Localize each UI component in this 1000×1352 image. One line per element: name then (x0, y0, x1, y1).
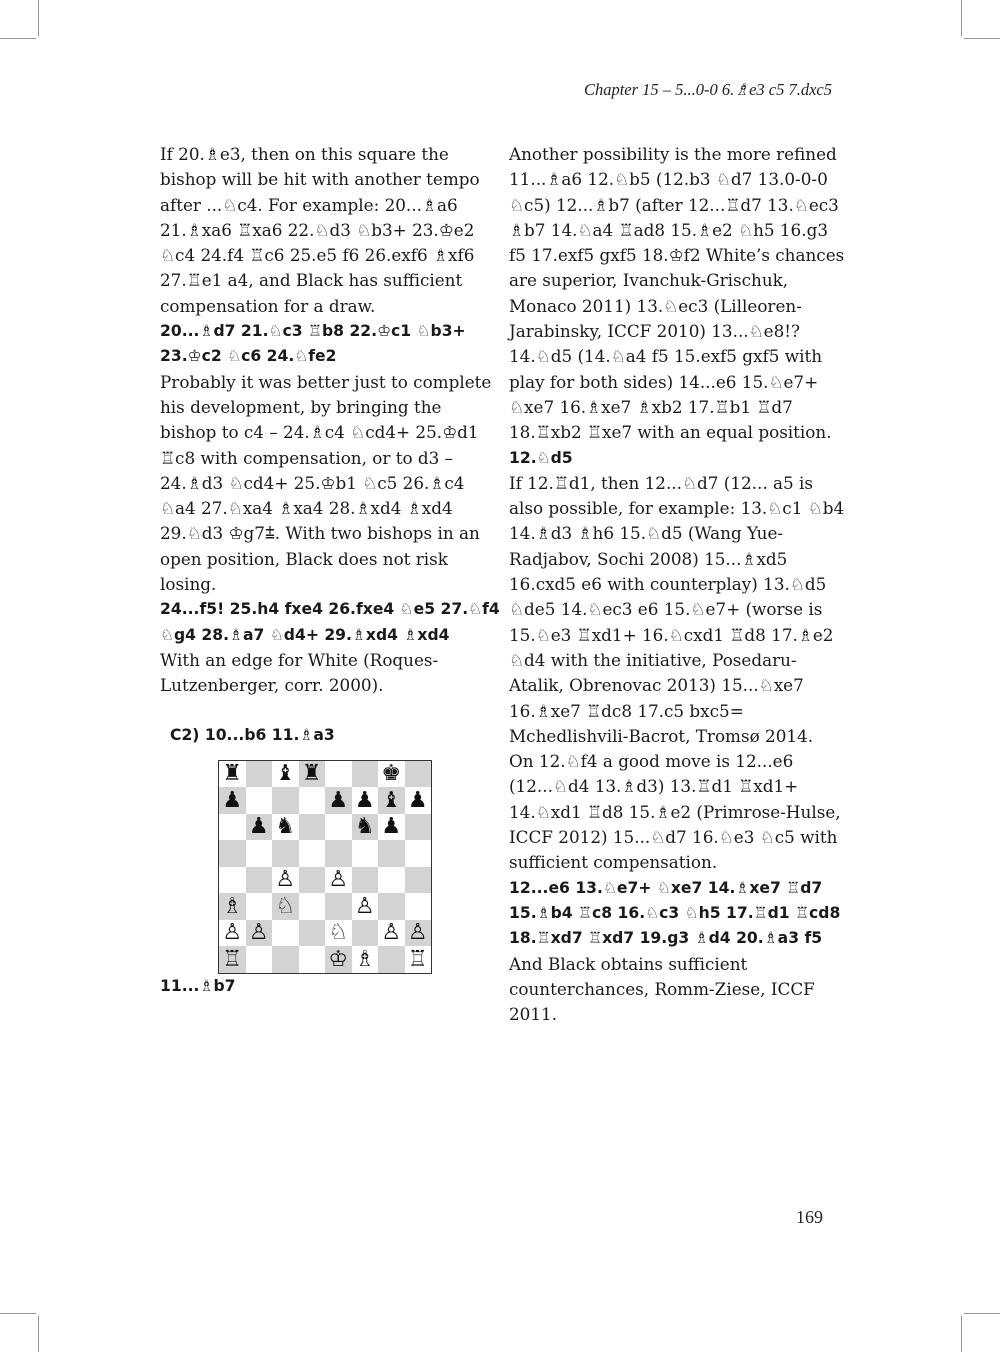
board-square (405, 814, 432, 841)
board-square: ♚ (378, 761, 405, 788)
board-square (325, 814, 352, 841)
board-square: ♙ (405, 920, 432, 947)
board-square (352, 840, 379, 867)
board-square (272, 840, 299, 867)
board-square (378, 867, 405, 894)
board-square (378, 946, 405, 973)
board-square: ♖ (405, 946, 432, 973)
board-square (378, 893, 405, 920)
board-square (299, 814, 326, 841)
running-head: Chapter 15 – 5...0-0 6.♗e3 c5 7.dxc5 (583, 80, 832, 99)
move-line: 12...e6 13.♘e7+ ♘xe7 14.♗xe7 ♖d7 15.♗b4 ♖c8 16.♘c3 ♘h5 17.♖d1 ♖cd8 18.♖xd7 ♖xd7 19.g3 ♗d4 20.♗a3 f5 (509, 878, 841, 948)
paragraph: Another possibility is the more refined 11...♗a6 12.♘b5 (12.b3 ♘d7 13.0-0-0 ♘c5) 12...♗b7 (after 12...♖d7 13.♘ec3 ♗b7 14.♘a4 ♖ad8 15.♗e2 ♘h5 16.g3 f5 17.exf5 gxf5 18.♔f2 White’s chances are superior, Ivanchuk-Grischuk, Monaco 2011) 13.♘ec3 (Lilleoren-Jarabinsky, ICCF 2010) 13...♘e8!? 14.♘d5 (14.♘a4 f5 15.exf5 gxf5 with play for both sides) 14...e6 15.♘e7+ ♘xe7 16.♗xe7 ♗xb2 17.♖b1 ♖d7 18.♖xb2 ♖xe7 with an equal position. (509, 144, 845, 443)
paragraph: And Black obtains sufficient counterchances, Romm-Ziese, ICCF 2011. (509, 953, 815, 1025)
board-square: ♟ (325, 787, 352, 814)
board-square (299, 946, 326, 973)
board-square: ♜ (299, 761, 326, 788)
crop-mark (961, 0, 962, 36)
board-square (405, 840, 432, 867)
board-square: ♙ (325, 867, 352, 894)
paragraph: With an edge for White (Roques-Lutzenberger, corr. 2000). (160, 649, 439, 696)
crop-mark (964, 1313, 1000, 1314)
board-square: ♙ (378, 920, 405, 947)
board-square (325, 761, 352, 788)
board-square: ♘ (325, 920, 352, 947)
paragraph: If 20.♗e3, then on this square the bishop will be hit with another tempo after ...♘c4. For example: 20...♗a6 21.♗xa6 ♖xa6 22.♘d3 ♘b3+ 23.♔e2 ♘c4 24.f4 ♖c6 25.e5 f6 26.exf6 ♗xf6 27.♖e1 a4, and Black has sufficient compensation for a draw. (160, 144, 480, 316)
board-square (246, 867, 273, 894)
board-square (405, 761, 432, 788)
board-square: ♟ (246, 814, 273, 841)
crop-mark (0, 38, 36, 39)
board-square (352, 761, 379, 788)
board-square (219, 867, 246, 894)
board-square (405, 893, 432, 920)
board-square: ♟ (405, 787, 432, 814)
board-square: ♗ (219, 893, 246, 920)
move-line: 20...♗d7 21.♘c3 ♖b8 22.♔c1 ♘b3+ 23.♔c2 ♘c6 24.♘fe2 (160, 322, 466, 366)
board-square (299, 920, 326, 947)
crop-mark (961, 1316, 962, 1352)
board-square: ♞ (352, 814, 379, 841)
board-square (325, 893, 352, 920)
chess-board (219, 761, 431, 973)
board-square (378, 840, 405, 867)
board-square (219, 814, 246, 841)
board-square (299, 893, 326, 920)
left-column-text (160, 142, 500, 699)
left-column (160, 142, 500, 999)
board-square (272, 787, 299, 814)
board-square (352, 867, 379, 894)
crop-mark (38, 1316, 39, 1352)
board-square: ♟ (378, 814, 405, 841)
board-square (246, 761, 273, 788)
board-square: ♙ (219, 920, 246, 947)
diagram-heading: C2) 10...b6 11.♗a3 (170, 725, 335, 744)
board-square: ♜ (219, 761, 246, 788)
board-square (246, 840, 273, 867)
board-square: ♖ (219, 946, 246, 973)
board-square (219, 840, 246, 867)
board-square: ♙ (272, 867, 299, 894)
board-square: ♙ (246, 920, 273, 947)
board-square (246, 787, 273, 814)
board-square (272, 946, 299, 973)
chess-diagram (218, 760, 432, 974)
board-square (246, 893, 273, 920)
board-square: ♗ (352, 946, 379, 973)
board-square (352, 920, 379, 947)
board-square: ♘ (272, 893, 299, 920)
board-square (325, 840, 352, 867)
board-square (299, 787, 326, 814)
crop-mark (0, 1313, 36, 1314)
board-square (299, 867, 326, 894)
board-square (299, 840, 326, 867)
board-square (272, 920, 299, 947)
right-column (509, 142, 849, 1027)
paragraph: On 12.♘f4 a good move is 12...e6 (12...♘d4 13.♗d3) 13.♖d1 ♖xd1+ 14.♘xd1 ♖d8 15.♗e2 (Primrose-Hulse, ICCF 2012) 15...♘d7 16.♘e3 ♘c5 with sufficient compensation. (509, 751, 841, 873)
board-square: ♝ (272, 761, 299, 788)
crop-mark (964, 38, 1000, 39)
board-square: ♞ (272, 814, 299, 841)
paragraph: Probably it was better just to complete his development, by bringing the bishop to c4 – 24.♗c4 ♘cd4+ 25.♔d1 ♖c8 with compensation, or to d3 – 24.♗d3 ♘cd4+ 25.♔b1 ♘c5 26.♗c4 ♘a4 27.♘xa4 ♗xa4 28.♗xd4 ♗xd4 29.♘d3 ♔g7⩲. With two bishops in an open position, Black does not risk losing. (160, 371, 492, 595)
board-square (405, 867, 432, 894)
board-square: ♙ (352, 893, 379, 920)
board-square: ♔ (325, 946, 352, 973)
move-line: 12.♘d5 (509, 448, 573, 467)
right-column-text (509, 142, 849, 1027)
board-square: ♟ (219, 787, 246, 814)
move-line: 11...♗b7 (160, 976, 236, 995)
crop-mark (38, 0, 39, 36)
paragraph: If 12.♖d1, then 12...♘d7 (12... a5 is also possible, for example: 13.♘c1 ♘b4 14.♗d3 ♗h6 15.♘d5 (Wang Yue-Radjabov, Sochi 2008) 15...♗xd5 16.cxd5 e6 with counterplay) 13.♘d5 ♘de5 14.♘ec3 e6 15.♘e7+ (worse is 15.♘e3 ♖xd1+ 16.♘cxd1 ♖d8 17.♗e2 ♘d4 with the initiative, Posedaru-Atalik, Obrenovac 2013) 15...♘xe7 16.♗xe7 ♖dc8 17.c5 bxc5= Mchedlishvili-Bacrot, Tromsø 2014. (509, 472, 845, 746)
move-line: 24...f5! 25.h4 fxe4 26.fxe4 ♘e5 27.♘f4 ♘g4 28.♗a7 ♘d4+ 29.♗xd4 ♗xd4 (160, 600, 500, 644)
board-square: ♝ (378, 787, 405, 814)
board-square (246, 946, 273, 973)
page-number: 169 (796, 1207, 823, 1227)
board-square: ♟ (352, 787, 379, 814)
